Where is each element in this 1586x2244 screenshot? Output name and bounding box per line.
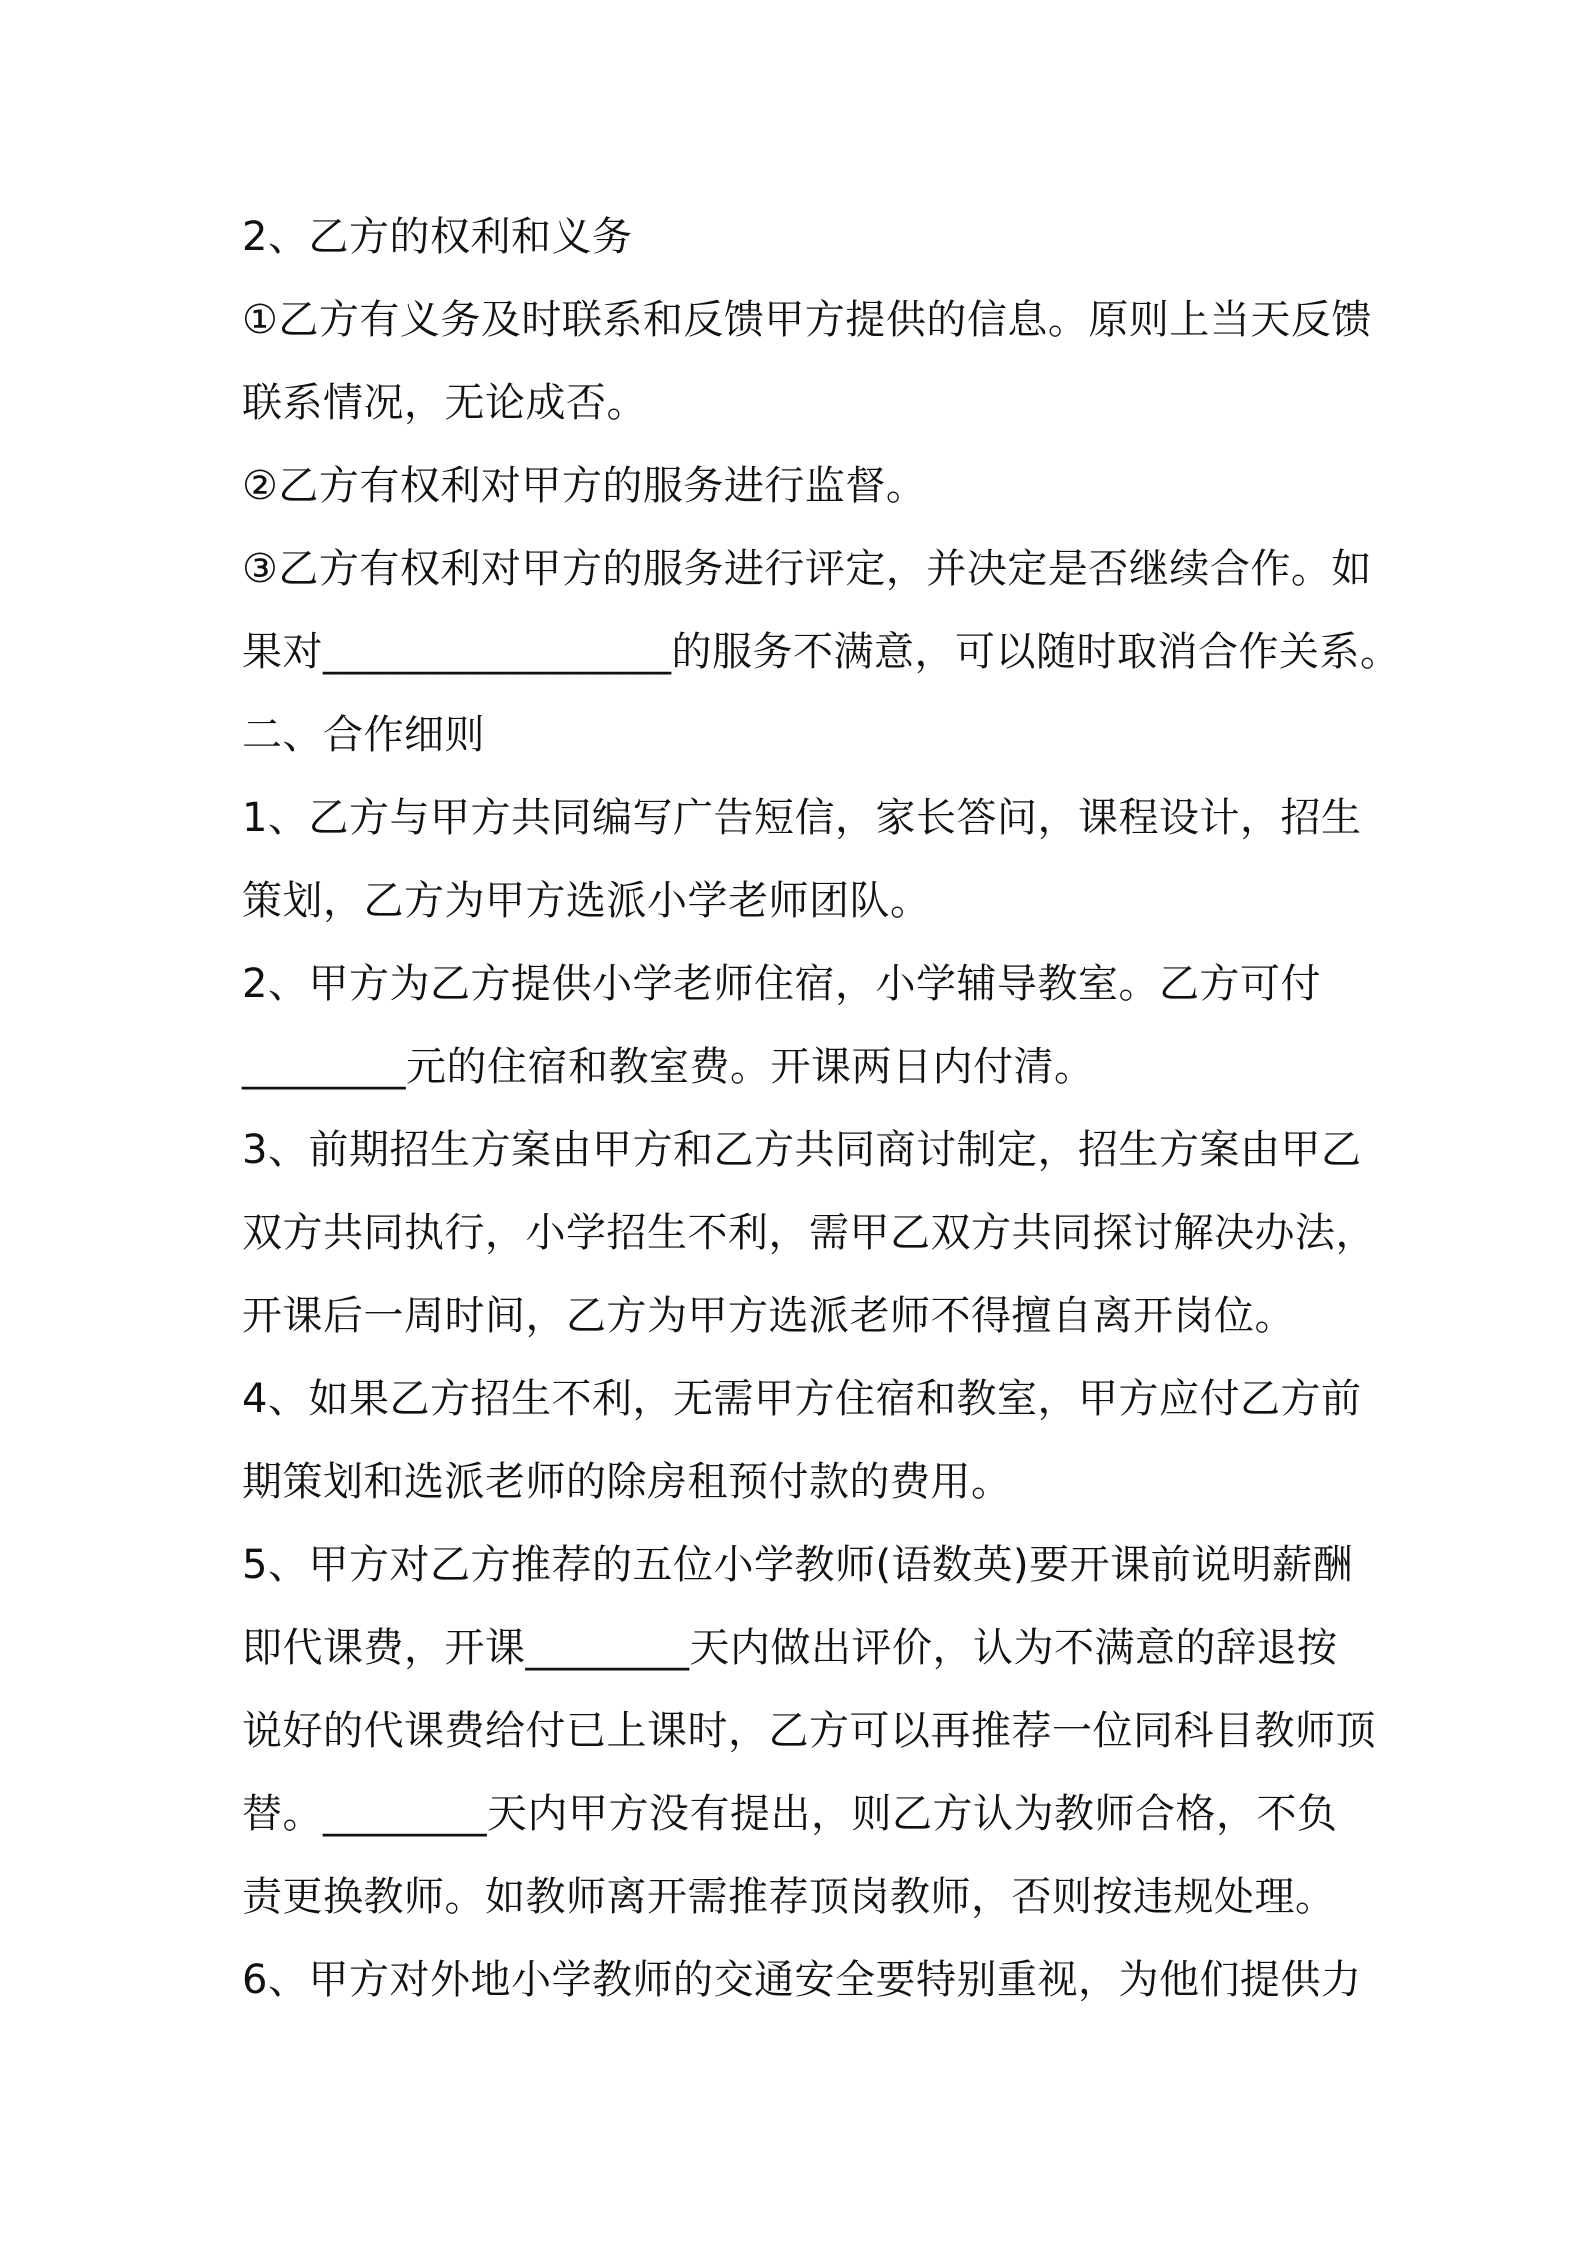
paragraph-line: 5、甲方对乙方推荐的五位小学教师(语数英)要开课前说明薪酬 (242, 1542, 1354, 1588)
paragraph-line: 4、如果乙方招生不利，无需甲方住宿和教室，甲方应付乙方前 (242, 1376, 1362, 1422)
paragraph-line: 1、乙方与甲方共同编写广告短信，家长答问，课程设计，招生 (242, 795, 1362, 841)
paragraph-line: 2、甲方为乙方提供小学老师住宿，小学辅导教室。乙方可付 (242, 961, 1321, 1007)
paragraph-line: 说好的代课费给付已上课时，乙方可以再推荐一位同科目教师顶 (242, 1708, 1376, 1754)
paragraph-line: 双方共同执行，小学招生不利，需甲乙双方共同探讨解决办法， (242, 1210, 1376, 1256)
paragraph-line: ②乙方有权利对甲方的服务进行监督。 (242, 463, 927, 509)
paragraph-line: ①乙方有义务及时联系和反馈甲方提供的信息。原则上当天反馈 (242, 297, 1372, 343)
paragraph-line: 联系情况，无论成否。 (242, 380, 647, 426)
paragraph-line: 替。________天内甲方没有提出，则乙方认为教师合格，不负 (242, 1791, 1338, 1837)
paragraph-line: 3、前期招生方案由甲方和乙方共同商讨制定，招生方案由甲乙 (242, 1127, 1362, 1173)
paragraph-line: 开课后一周时间，乙方为甲方选派老师不得擅自离开岗位。 (242, 1293, 1295, 1339)
paragraph-line: 期策划和选派老师的除房租预付款的费用。 (242, 1459, 1012, 1505)
section-heading-party-b-rights: 2、乙方的权利和义务 (242, 214, 633, 260)
paragraph-line: 策划，乙方为甲方选派小学老师团队。 (242, 878, 931, 924)
paragraph-line: ③乙方有权利对甲方的服务进行评定，并决定是否继续合作。如 (242, 546, 1372, 592)
document-body (242, 196, 1401, 2022)
paragraph-line: 即代课费，开课________天内做出评价，认为不满意的辞退按 (242, 1625, 1338, 1671)
paragraph-line: 6、甲方对外地小学教师的交通安全要特别重视，为他们提供力 (242, 1957, 1362, 2003)
section-heading-cooperation-details: 二、合作细则 (242, 712, 485, 758)
paragraph-line: ________元的住宿和教室费。开课两日内付清。 (242, 1044, 1095, 1090)
paragraph-line: 果对_________________的服务不满意，可以随时取消合作关系。 (242, 629, 1401, 675)
paragraph-line: 责更换教师。如教师离开需推荐顶岗教师，否则按违规处理。 (242, 1874, 1336, 1920)
